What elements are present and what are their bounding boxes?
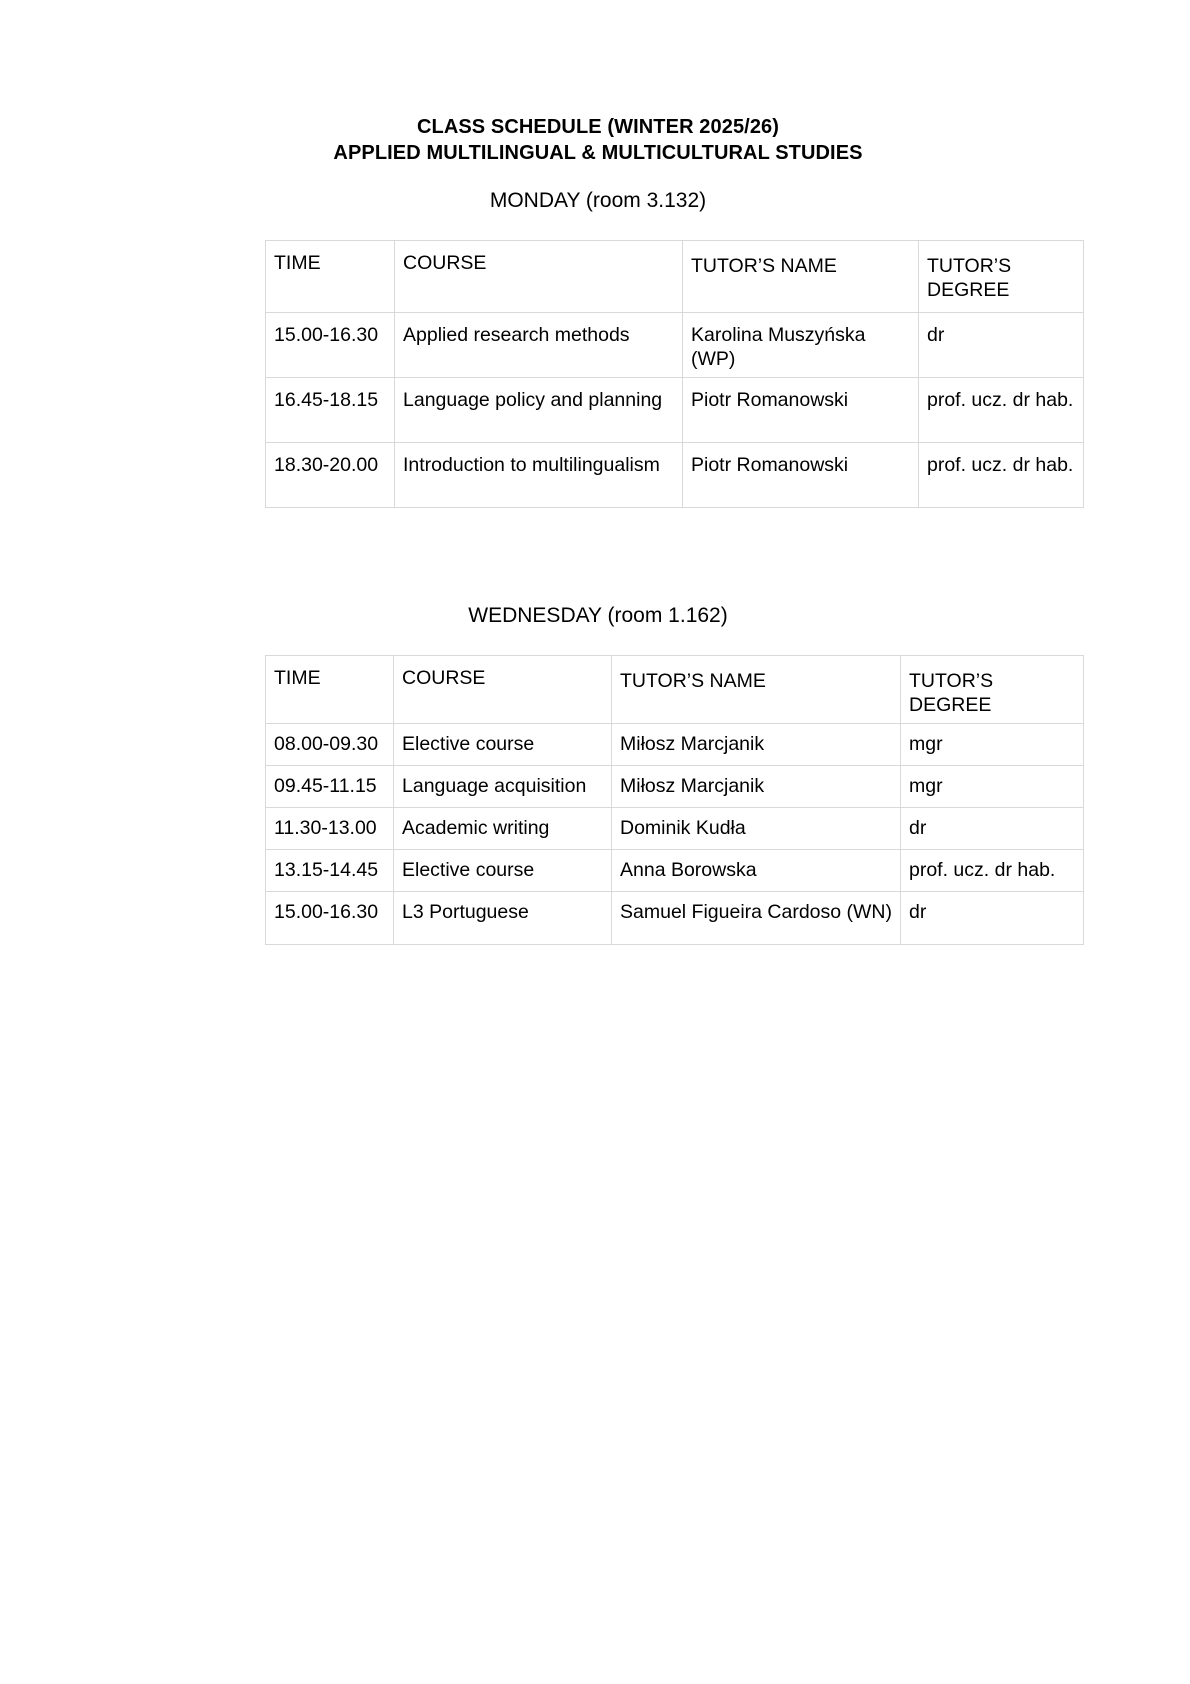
cell-degree: dr	[901, 808, 1084, 850]
cell-tutor: Piotr Romanowski	[683, 443, 919, 508]
cell-course: Language acquisition	[394, 766, 612, 808]
cell-time: 09.45-11.15	[266, 766, 394, 808]
cell-time: 15.00-16.30	[266, 892, 394, 945]
cell-tutor: Anna Borowska	[612, 850, 901, 892]
table-row	[266, 850, 1084, 892]
title-line-1: CLASS SCHEDULE (WINTER 2025/26)	[416, 116, 780, 138]
monday-schedule-table	[265, 240, 1084, 508]
wednesday-heading: WEDNESDAY (room 1.162)	[468, 604, 728, 627]
cell-degree: mgr	[901, 724, 1084, 766]
header-course: COURSE	[394, 656, 612, 724]
header-time: TIME	[266, 656, 394, 724]
cell-tutor: Miłosz Marcjanik	[612, 724, 901, 766]
cell-tutor: Karolina Muszyńska (WP)	[683, 313, 919, 378]
cell-degree: dr	[919, 313, 1084, 378]
cell-degree: prof. ucz. dr hab.	[919, 378, 1084, 443]
header-tutor-name: TUTOR’S NAME	[612, 656, 901, 724]
table-row	[266, 892, 1084, 945]
wednesday-schedule-table	[265, 655, 1084, 945]
cell-tutor: Dominik Kudła	[612, 808, 901, 850]
cell-time: 15.00-16.30	[266, 313, 395, 378]
monday-heading: MONDAY (room 3.132)	[489, 189, 707, 212]
table-header-row	[266, 656, 1084, 724]
cell-course: Applied research methods	[395, 313, 683, 378]
header-course: COURSE	[395, 241, 683, 313]
cell-degree: dr	[901, 892, 1084, 945]
cell-course: Elective course	[394, 724, 612, 766]
cell-course: L3 Portuguese	[394, 892, 612, 945]
cell-course: Elective course	[394, 850, 612, 892]
cell-degree: prof. ucz. dr hab.	[901, 850, 1084, 892]
table-header-row	[266, 241, 1084, 313]
cell-degree: mgr	[901, 766, 1084, 808]
table-row	[266, 808, 1084, 850]
table-row	[266, 378, 1084, 443]
header-tutor-name: TUTOR’S NAME	[683, 241, 919, 313]
table-row	[266, 443, 1084, 508]
cell-time: 11.30-13.00	[266, 808, 394, 850]
cell-time: 13.15-14.45	[266, 850, 394, 892]
cell-course: Language policy and planning	[395, 378, 683, 443]
title-line-2: APPLIED MULTILINGUAL & MULTICULTURAL STUDIES	[333, 142, 863, 164]
cell-degree: prof. ucz. dr hab.	[919, 443, 1084, 508]
cell-time: 08.00-09.30	[266, 724, 394, 766]
header-tutor-degree: TUTOR’S DEGREE	[901, 656, 1084, 724]
cell-tutor: Piotr Romanowski	[683, 378, 919, 443]
cell-time: 18.30-20.00	[266, 443, 395, 508]
table-row	[266, 724, 1084, 766]
header-tutor-degree: TUTOR’S DEGREE	[919, 241, 1084, 313]
cell-time: 16.45-18.15	[266, 378, 395, 443]
cell-course: Introduction to multilingualism	[395, 443, 683, 508]
header-time: TIME	[266, 241, 395, 313]
cell-tutor: Samuel Figueira Cardoso (WN)	[612, 892, 901, 945]
table-row	[266, 766, 1084, 808]
cell-course: Academic writing	[394, 808, 612, 850]
cell-tutor: Miłosz Marcjanik	[612, 766, 901, 808]
table-row	[266, 313, 1084, 378]
